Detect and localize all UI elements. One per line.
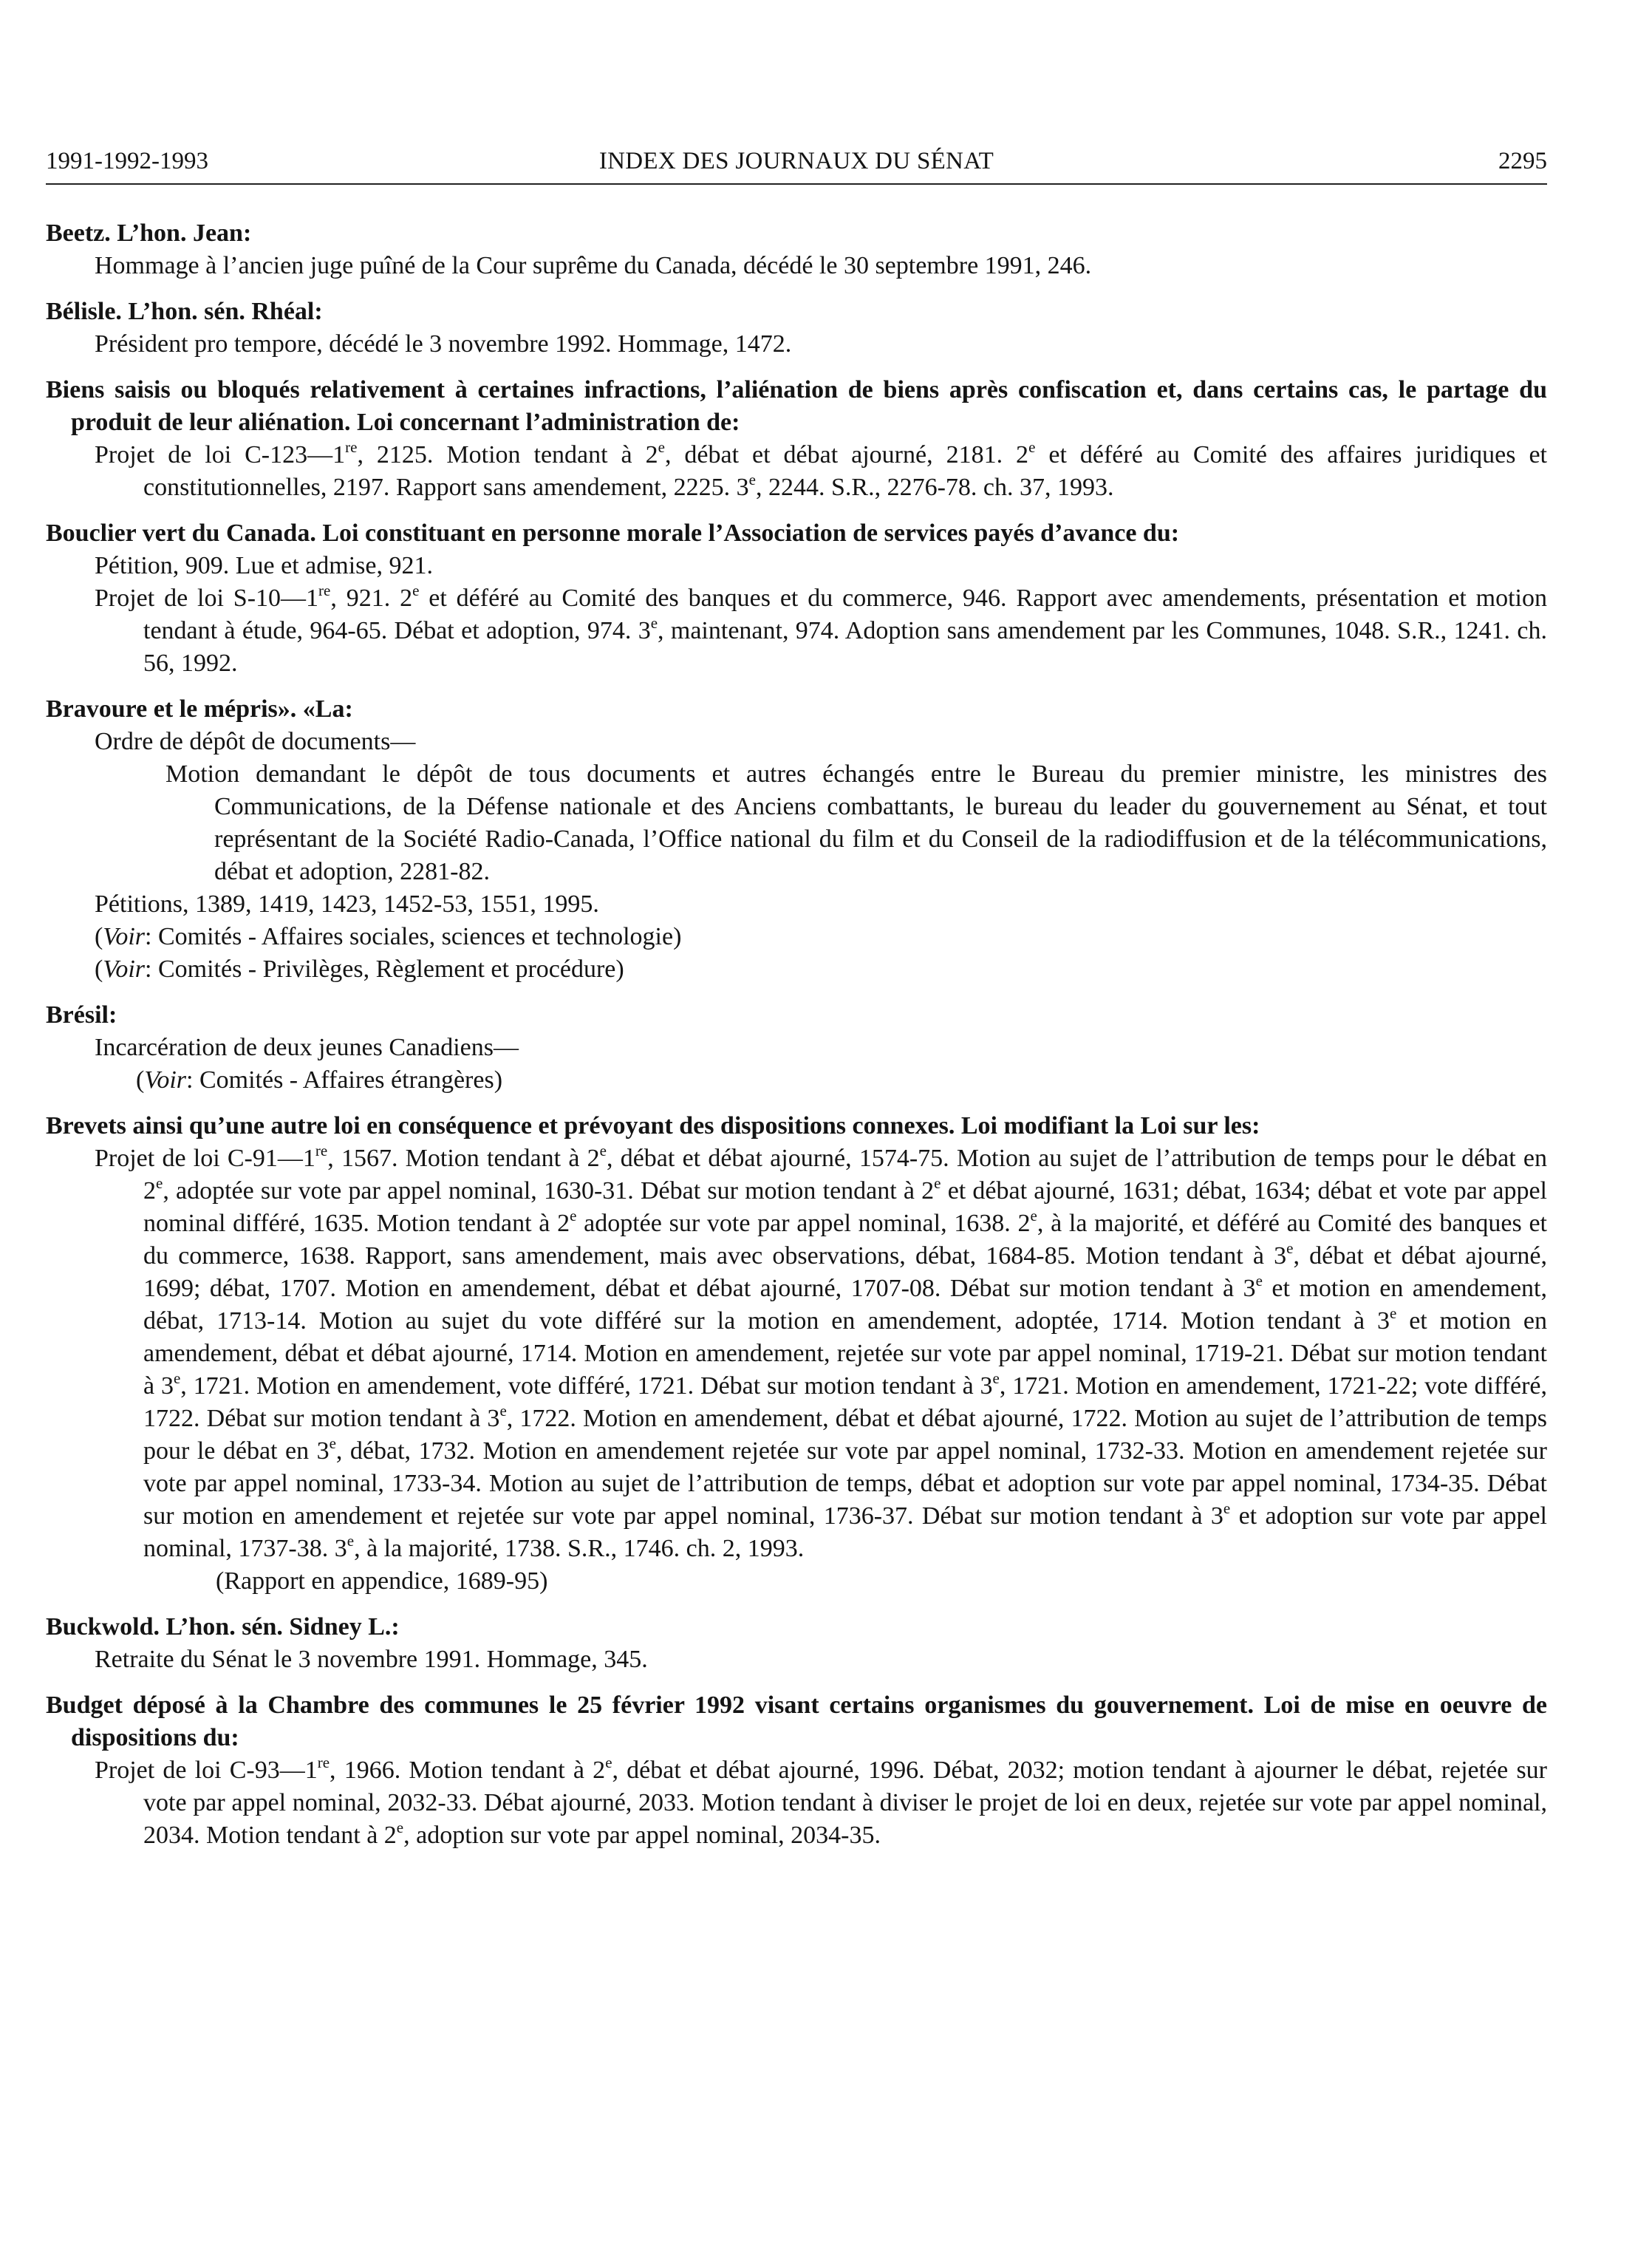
index-entry-bravoure [46,693,1547,986]
entry-heading: Biens saisis ou bloqués relativement à certaines infractions, l’aliénation de biens après confiscation et, dans certains cas, le partage du produit de leur aliénation. Loi concernant l’administration de: [46,376,1547,436]
see-target: Comités - Privilèges, Règlement et procédure) [157,955,624,983]
entry-line: Pétitions, 1389, 1419, 1423, 1452-53, 1551, 1995. [95,890,599,918]
entry-line: Motion demandant le dépôt de tous documents et autres échangés entre le Bureau du premier ministre, les ministres des Communications, de la Défense nationale et des Anciens combattants, le bureau du leader du gouvernement au Sénat, et tout représentant de la Société Radio-Canada, l’Office national du film et du Conseil de la radiodiffusion et de la télécommunications, débat et adoption, 2281-82. [165,760,1547,885]
entry-line: Pétition, 909. Lue et admise, 921. [95,552,433,579]
entry-line: Projet de loi C-91—1re, 1567. Motion tendant à 2e, débat et débat ajourné, 1574-75. Motion au sujet de l’attribution de temps pour le débat en 2e, adoptée sur vote par appel nominal, 1630-31. Débat sur motion tendant à 2e et débat ajourné, 1631; débat, 1634; débat et vote par appel nominal différé, 1635. Motion tendant à 2e adoptée sur vote par appel nominal, 1638. 2e, à la majorité, et déféré au Comité des banques et du commerce, 1638. Rapport, sans amendement, mais avec observations, débat, 1684-85. Motion tendant à 3e, débat et débat ajourné, 1699; débat, 1707. Motion en amendement, débat et débat ajourné, 1707-08. Débat sur motion tendant à 3e et motion en amendement, débat, 1713-14. Motion au sujet du vote différé sur la motion en amendement, adoptée, 1714. Motion tendant à 3e et motion en amendement, débat et débat ajourné, 1714. Motion en amendement, rejetée sur vote par appel nominal, 1719-21. Débat sur motion tendant à 3e, 1721. Motion en amendement, vote différé, 1721. Débat sur motion tendant à 3e, 1721. Motion en amendement, 1721-22; vote différé, 1722. Débat sur motion tendant à 3e, 1722. Motion en amendement, débat et débat ajourné, 1722. Motion au sujet de l’attribution de temps pour le débat en 3e, débat, 1732. Motion en amendement rejetée sur vote par appel nominal, 1732-33. Motion en amendement rejetée sur vote par appel nominal, 1733-34. Motion au sujet de l’attribution de temps, débat et adoption sur vote par appel nominal, 1734-35. Débat sur motion en amendement et rejetée sur vote par appel nominal, 1736-37. Débat sur motion tendant à 3e et adoption sur vote par appel nominal, 1737-38. 3e, à la majorité, 1738. S.R., 1746. ch. 2, 1993. [95,1142,1548,1562]
header-page-number: 2295 [1498,148,1547,174]
entry-line: Projet de loi S-10—1re, 921. 2e et déféré au Comité des banques et du commerce, 946. Rapport avec amendements, présentation et motion tendant à étude, 964-65. Débat et adoption, 974. 3e, maintenant, 974. Adoption sans amendement par les Communes, 1048. S.R., 1241. ch. 56, 1992. [95,582,1548,677]
index-entry-bresil [46,999,1547,1097]
header-rule [46,183,1547,185]
entry-heading: Bélisle. L’hon. sén. Rhéal: [46,298,323,325]
entry-line: Hommage à l’ancien juge puîné de la Cour suprême du Canada, décédé le 30 septembre 1991, 246. [95,252,1092,279]
entry-subheading: Ordre de dépôt de documents— [95,728,416,755]
entry-heading: Bravoure et le mépris». «La: [46,695,353,723]
entry-line: Projet de loi C-93—1re, 1966. Motion tendant à 2e, débat et débat ajourné, 1996. Débat, 2032; motion tendant à ajourner le débat, rejetée sur vote par appel nominal, 2032-33. Débat ajourné, 2033. Motion tendant à diviser le projet de loi en deux, rejetée sur vote par appel nominal, 2034. Motion tendant à 2e, adoption sur vote par appel nominal, 2034-35. [95,1754,1547,1849]
entry-heading: Budget déposé à la Chambre des communes le 25 février 1992 visant certains organismes du gouvernement. Loi de mise en oeuvre de dispositions du: [46,1692,1547,1751]
index-page [46,0,1547,2262]
header-title: INDEX DES JOURNAUX DU SÉNAT [598,148,994,174]
see-reference: (Voir: Comités - Privilèges, Règlement et procédure) [95,955,624,983]
index-entry-belisle [46,296,1547,361]
see-target: Comités - Affaires étrangères) [199,1066,503,1094]
index-entry-biens-saisis [46,374,1547,504]
entry-heading: Buckwold. L’hon. sén. Sidney L.: [46,1613,400,1641]
entry-heading: Brevets ainsi qu’une autre loi en conséquence et prévoyant des dispositions connexes. Loi modifiant la Loi sur les: [46,1112,1260,1139]
entry-heading: Bouclier vert du Canada. Loi constituant en personne morale l’Association de services payés d’avance du: [46,519,1180,547]
index-entry-bouclier-vert [46,517,1547,680]
header-years: 1991-1992-1993 [46,148,208,174]
index-entry-beetz [46,217,1547,282]
see-label: Voir [103,955,146,983]
see-label: Voir [144,1066,187,1094]
entry-line: Projet de loi C-123—1re, 2125. Motion tendant à 2e, débat et débat ajourné, 2181. 2e et déféré au Comité des affaires juridiques et constitutionnelles, 2197. Rapport sans amendement, 2225. 3e, 2244. S.R., 2276-78. ch. 37, 1993. [95,438,1547,501]
see-target: Comités - Affaires sociales, sciences et technologie) [157,923,682,950]
index-entry-buckwold [46,1611,1547,1676]
entry-line: Retraite du Sénat le 3 novembre 1991. Hommage, 345. [95,1646,648,1673]
entry-heading: Beetz. L’hon. Jean: [46,219,252,247]
see-reference: (Voir: Comités - Affaires sociales, sciences et technologie) [95,923,682,950]
see-reference: (Voir: Comités - Affaires étrangères) [136,1066,503,1094]
page-header [46,145,1547,177]
index-entry-budget [46,1689,1547,1852]
see-label: Voir [103,923,146,950]
index-entry-brevets [46,1110,1547,1598]
entry-heading: Brésil: [46,1001,117,1029]
entry-subheading: Incarcération de deux jeunes Canadiens— [95,1034,519,1061]
entry-line: Président pro tempore, décédé le 3 novembre 1992. Hommage, 1472. [95,330,792,358]
index-entries [46,217,1547,1865]
entry-note: (Rapport en appendice, 1689-95) [216,1567,548,1595]
